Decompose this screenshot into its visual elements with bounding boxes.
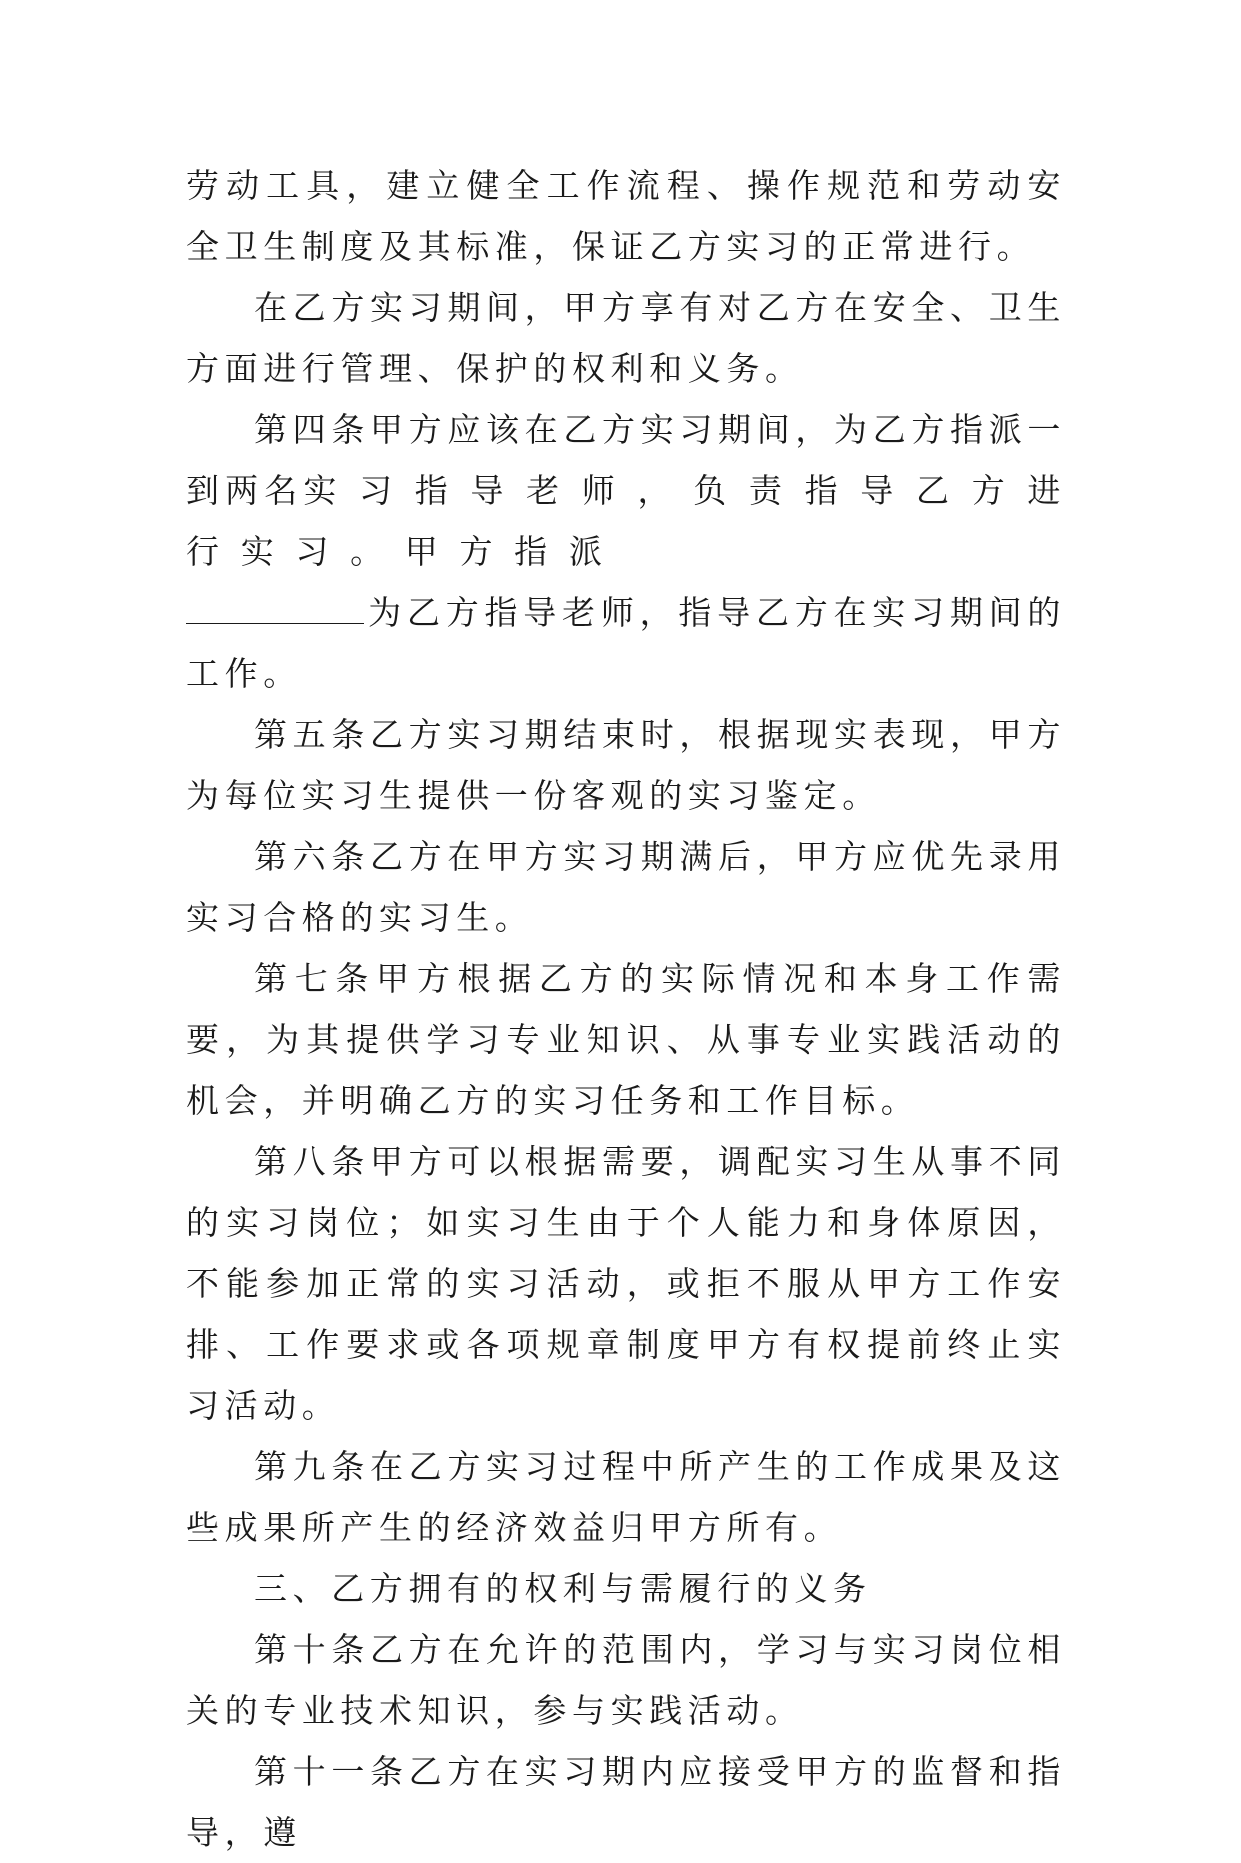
paragraph-article-10: 第十条乙方在允许的范围内，学习与实习岗位相关的专业技术知识，参与实践活动。 xyxy=(186,1630,1066,1730)
document-body xyxy=(186,155,1066,1863)
paragraph-article-5: 第五条乙方实习期结束时，根据现实表现，甲方为每位实习生提供一份客观的实习鉴定。 xyxy=(186,715,1066,815)
paragraph-article-6: 第六条乙方在甲方实习期满后，甲方应优先录用实习合格的实习生。 xyxy=(186,837,1066,937)
article-4-continued-text: 为乙方指导老师，指导乙方在实习期间的工作。 xyxy=(186,593,1066,693)
paragraph-article-11: 第十一条乙方在实习期内应接受甲方的监督和指导，遵 xyxy=(186,1752,1066,1852)
paragraph-article-4: 第四条甲方应该在乙方实习期间，为乙方指派一到两名实 习 指 导 老 师 ， 负 责 指 导 乙 方 进 行 实 习 。 甲 方 指 派 xyxy=(186,410,1066,571)
fill-in-blank-line xyxy=(186,593,364,624)
paragraph-labor-tools: 劳动工具，建立健全工作流程、操作规范和劳动安全卫生制度及其标准，保证乙方实习的正常进行。 xyxy=(186,166,1066,266)
paragraph-article-7: 第七条甲方根据乙方的实际情况和本身工作需要，为其提供学习专业知识、从事专业实践活动的机会，并明确乙方的实习任务和工作目标。 xyxy=(186,959,1066,1120)
paragraph-article-8: 第八条甲方可以根据需要，调配实习生从事不同的实习岗位；如实习生由于个人能力和身体原因，不能参加正常的实习活动，或拒不服从甲方工作安排、工作要求或各项规章制度甲方有权提前终止实习活动。 xyxy=(186,1142,1066,1425)
section-heading-party-b-rights: 三、乙方拥有的权利与需履行的义务 xyxy=(254,1569,872,1608)
paragraph-safety-rights: 在乙方实习期间，甲方享有对乙方在安全、卫生方面进行管理、保护的权利和义务。 xyxy=(186,288,1066,388)
paragraph-article-4-continued xyxy=(186,582,1066,704)
paragraph-article-9: 第九条在乙方实习过程中所产生的工作成果及这些成果所产生的经济效益归甲方所有。 xyxy=(186,1447,1066,1547)
